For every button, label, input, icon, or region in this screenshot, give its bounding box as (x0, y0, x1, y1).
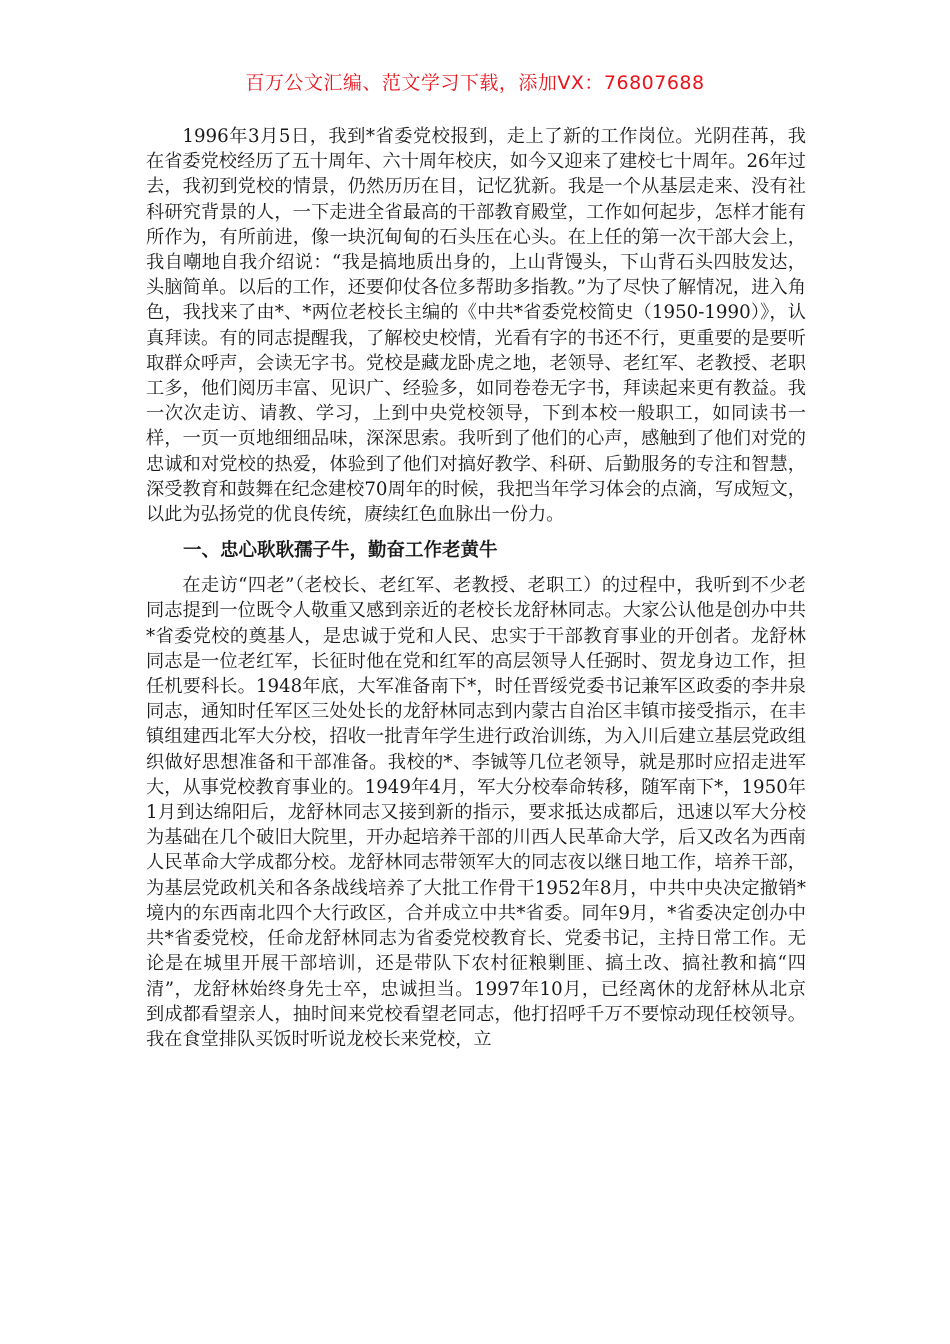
promo-banner: 百万公文汇编、范文学习下载，添加VX：76807688 (245, 72, 705, 94)
section-heading: 一、忠心耿耿孺子牛，勤奋工作老黄牛 (183, 540, 498, 562)
intro-paragraph: 1996年3月5日，我到*省委党校报到，走上了新的工作岗位。光阴荏苒，我在省委党校经历了五十周年、六十周年校庆，如今又迎来了建校七十周年。26年过去，我初到党校的情景，仍然历历在目，记忆犹新。我是一个从基层走来、没有社科研究背景的人，一下走进全省最高的干部教育殿堂，工作如何起步，怎样才能有所作为，有所前进，像一块沉甸甸的石头压在心头。在上任的第一次干部大会上，我自嘲地自我介绍说：“我是搞地质出身的，上山背馒头，下山背石头四肢发达，头脑简单。以后的工作，还要仰仗各位多帮助多指教。”为了尽快了解情况，进入角色，我找来了由*、*两位老校长主编的《中共*省委党校简史（1950-1990）》，认真拜读。有的同志提醒我，了解校史校情，光看有字的书还不行，更重要的是要听取群众呼声，会读无字书。党校是藏龙卧虎之地，老领导、老红军、老教授、老职工多，他们阅历丰富、见识广、经验多，如同卷卷无字书，拜读起来更有教益。我一次次走访、请教、学习，上到中央党校领导，下到本校一般职工，如同读书一样，一页一页地细细品味，深深思索。我听到了他们的心声，感触到了他们对党的忠诚和对党校的热爱，体验到了他们对搞好教学、科研、后勤服务的专注和智慧，深受教育和鼓舞在纪念建校70周年的时候，我把当年学习体会的点滴，写成短文，以此为弘扬党的优良传统，赓续红色血脉出一份力。 (146, 126, 806, 526)
document-body (146, 124, 806, 1052)
section-paragraph: 在走访“四老”（老校长、老红军、老教授、老职工）的过程中，我听到不少老同志提到一位既令人敬重又感到亲近的老校长龙舒林同志。大家公认他是创办中共*省委党校的奠基人，是忠诚于党和人民、忠实于干部教育事业的开创者。龙舒林同志是一位老红军，长征时他在党和红军的高层领导人任弼时、贺龙身边工作，担任机要科长。1948年底，大军准备南下*，时任晋绥党委书记兼军区政委的李井泉同志，通知时任军区三处处长的龙舒林同志到内蒙古自治区丰镇市接受指示，在丰镇组建西北军大分校，招收一批青年学生进行政治训练，为入川后建立基层党政组织做好思想准备和干部准备。我校的*、李铖等几位老领导，就是那时应招走进军大，从事党校教育事业的。1949年4月，军大分校奉命转移，随军南下*，1950年1月到达绵阳后，龙舒林同志又接到新的指示，要求抵达成都后，迅速以军大分校为基础在几个破旧大院里，开办起培养干部的川西人民革命大学，后又改名为西南人民革命大学成都分校。龙舒林同志带领军大的同志夜以继日地工作，培养干部，为基层党政机关和各条战线培养了大批工作骨干1952年8月，中共中央决定撤销*境内的东西南北四个大行政区，合并成立中共*省委。同年9月，*省委决定创办中共*省委党校，任命龙舒林同志为省委党校教育长、党委书记，主持日常工作。无论是在城里开展干部培训，还是带队下农村征粮剿匪、搞土改、搞社教和搞“四清”，龙舒林始终身先士卒，忠诚担当。1997年10月，已经离休的龙舒林从北京到成都看望亲人，抽时间来党校看望老同志，他打招呼千万不要惊动现任校领导。我在食堂排队买饭时听说龙校长来党校，立 (146, 575, 806, 1050)
